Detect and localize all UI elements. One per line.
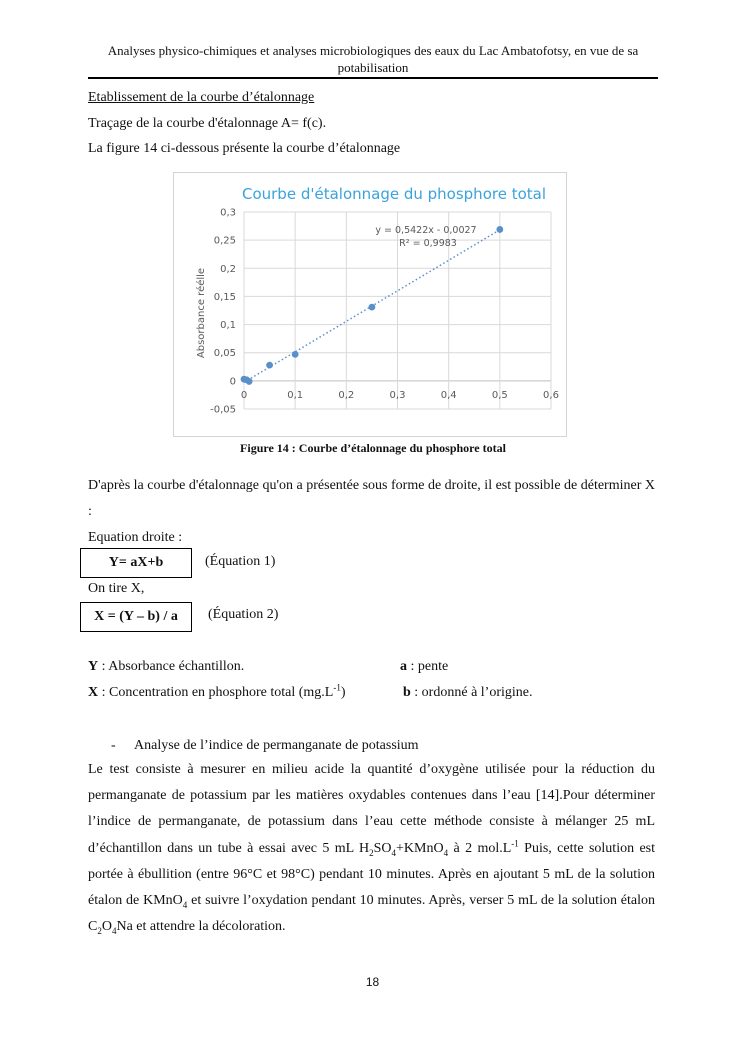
equation-1-ref: (Équation 1) [205, 554, 276, 569]
y-tick-label: 0,2 [220, 263, 236, 275]
y-tick-label: 0,15 [213, 291, 236, 303]
data-point [369, 304, 376, 311]
text-on-tire: On tire X, [88, 581, 145, 596]
legend-b-symbol: b [403, 685, 411, 700]
permanganate-paragraph: Le test consiste à mesurer en milieu acide la quantité d’oxygène utilisée pour la réduction du permanganate de potassium par les matières oxydables contenues dans l’eau [14].Pour déterminer l’indice de permanganate, de potassium dans l’eau cette méthode consiste à mélanger 25 mL d’échantillon dans un tube à essai avec 5 mL $H_2SO_4+KMnO_4$ à 2 $mol.L^{-1}$ Puis, cette solution est portée à ébullition (entre 96°C et 98°C) pendant 10 minutes. Après en ajoutant 5 mL de la solution étalon de KMnO$_4$ et suivre l’oxydation pendant 10 minutes. Après, verser 5 mL de la solution étalon $C_2O_4Na$ et attendre la décoloration. [88, 762, 656, 937]
y-tick-label: 0,1 [220, 320, 236, 332]
running-header: Analyses physico-chimiques et analyses microbiologiques des eaux du Lac Ambatofotsy, en vue de sa potabilisation [107, 43, 639, 75]
x-tick-label: 0,4 [440, 389, 457, 401]
equation-2-box: X = (Y – b) / a [80, 602, 192, 632]
y-tick-label: 0,05 [213, 348, 236, 360]
header-rule [88, 77, 658, 79]
data-point [266, 362, 273, 369]
legend-y-symbol: Y [88, 659, 99, 674]
calibration-chart [174, 173, 566, 436]
text-line-figure-intro: La figure 14 ci-dessous présente la courbe d’étalonnage [88, 141, 401, 156]
legend-a-symbol: a [400, 659, 407, 674]
trendline-r2: R² = 0,9983 [399, 238, 457, 249]
legend-a [400, 658, 448, 676]
data-point [496, 226, 503, 233]
data-point [292, 351, 299, 358]
chart-title: Courbe d'étalonnage du phosphore total [241, 185, 547, 203]
bullet-dash: - [111, 738, 116, 753]
x-tick-label: 0,6 [543, 389, 559, 401]
text-line-tracage: Traçage de la courbe d'étalonnage A= f(c). [88, 116, 327, 131]
section-heading: Etablissement de la courbe d’étalonnage [88, 90, 315, 105]
chart-frame [173, 172, 567, 437]
legend-x-symbol: X [88, 685, 99, 700]
y-tick-label: 0,3 [220, 207, 236, 219]
legend-y-definition: : Absorbance échantillon. [98, 659, 245, 674]
y-tick-label: 0,25 [213, 235, 236, 247]
data-point [246, 378, 253, 385]
x-tick-label: 0,2 [338, 389, 355, 401]
page-number: 18 [365, 975, 380, 989]
legend-b-definition: : ordonné à l’origine. [410, 685, 533, 700]
legend-x-exponent: -1 [333, 682, 341, 693]
legend-x-close: ) [340, 685, 346, 700]
equation-1-box: Y= aX+b [80, 548, 192, 578]
equation-2-ref: (Équation 2) [208, 607, 279, 622]
x-tick-label: 0,1 [287, 389, 304, 401]
legend-x-definition: : Concentration en phosphore total (mg.L [98, 685, 334, 700]
figure-caption: Figure 14 : Courbe d’étalonnage du phosphore total [240, 441, 506, 455]
y-tick-label: 0 [229, 376, 236, 388]
legend-y [88, 658, 244, 676]
legend-x [88, 684, 346, 702]
x-tick-label: 0,3 [389, 389, 406, 401]
paragraph-intro: D'après la courbe d'étalonnage qu'on a présentée sous forme de droite, il est possible de déterminer X : [88, 478, 655, 520]
y-tick-label: -0,05 [210, 404, 236, 416]
y-axis-label: Absorbance réélle [196, 267, 207, 359]
equation-label: Equation droite : [88, 530, 183, 545]
permanganate-heading: Analyse de l’indice de permanganate de potassium [134, 738, 419, 753]
x-tick-label: 0 [240, 389, 248, 401]
legend-b [403, 684, 532, 702]
trendline-equation: y = 0,5422x - 0,0027 [375, 225, 477, 236]
x-tick-label: 0,5 [491, 389, 508, 401]
legend-a-definition: : pente [407, 659, 449, 674]
